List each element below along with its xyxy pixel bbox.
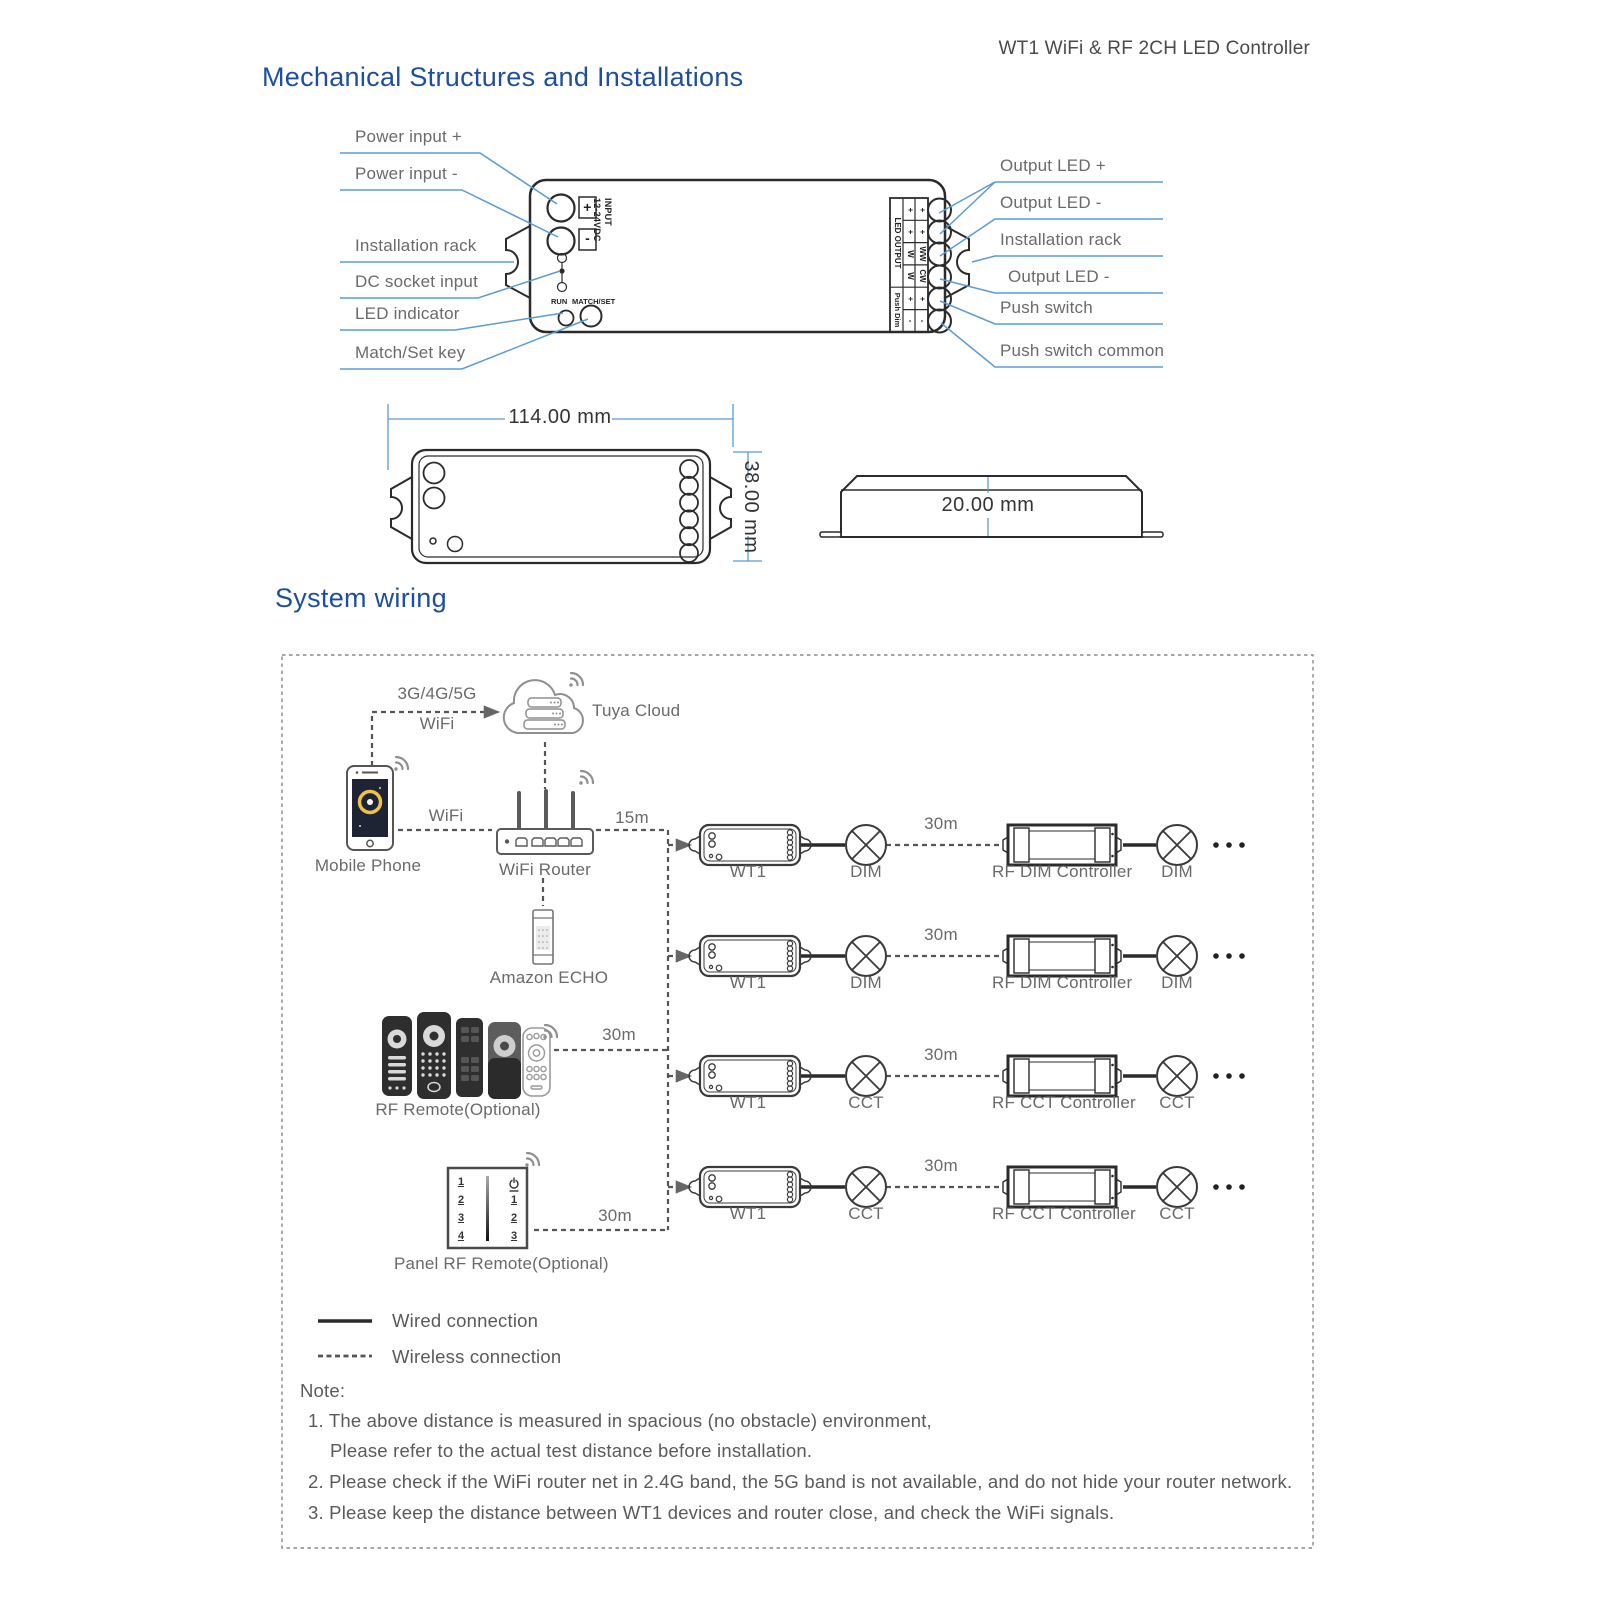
note-3: 3. Please keep the distance between WT1 devices and router close, and check the WiFi signals. (308, 1502, 1115, 1523)
ellipsis-dots (1213, 842, 1245, 1190)
wifi-icon (525, 1153, 539, 1167)
label-output-led-minus-2: Output LED - (1008, 267, 1110, 286)
note-1a: 1. The above distance is measured in spacious (no obstacle) environment, (308, 1410, 932, 1431)
mobile-phone-icon (347, 757, 408, 850)
rf-controller-icon (1003, 1167, 1121, 1207)
row-distance-label: 30m (924, 1156, 958, 1175)
wt1-module-icon (689, 825, 811, 865)
terminal-cell: + (918, 207, 927, 213)
wt1-module-icon (689, 1056, 811, 1096)
rf-controller-icon (1003, 825, 1121, 865)
wireless-links (372, 712, 1003, 1230)
row-controller-label: RF DIM Controller (992, 862, 1133, 881)
lamp-icon (846, 936, 886, 976)
terminal-cell: + (918, 296, 927, 302)
device-top-view-drawing (340, 153, 1163, 369)
row-lamp2-label: DIM (1161, 862, 1193, 881)
label-3g4g5g: 3G/4G/5G (397, 684, 477, 703)
label-tuya-cloud: Tuya Cloud (592, 701, 681, 720)
panel-key: 4 (457, 1230, 465, 1242)
lamp-icon (1157, 825, 1197, 865)
input-minus-mark: - (585, 230, 590, 246)
label-power-input-minus: Power input - (355, 164, 458, 183)
label-installation-rack-left: Installation rack (355, 236, 477, 255)
row-lamp1-label: DIM (850, 862, 882, 881)
label-30m-remote: 30m (602, 1025, 636, 1044)
terminal-cell: W (906, 272, 915, 280)
note-1b: Please refer to the actual test distance before installation. (330, 1440, 813, 1461)
input-terminal-label: INPUT (603, 198, 613, 226)
panel-slider (486, 1176, 489, 1241)
lamp-icon (846, 1056, 886, 1096)
wired-links (801, 845, 1156, 1187)
lamp-icon (1157, 1167, 1197, 1207)
label-panel-remote: Panel RF Remote(Optional) (394, 1254, 609, 1273)
dimension-depth: 20.00 mm (941, 494, 1035, 516)
wifi-router-icon (497, 771, 593, 854)
label-15m: 15m (615, 808, 649, 827)
note-2: 2. Please check if the WiFi router net in 2.4G band, the 5G band is not available, and do not hide your router network. (308, 1471, 1293, 1492)
row-lamp1-label: CCT (848, 1204, 884, 1223)
terminal-cell: W (906, 250, 915, 258)
terminal-cell: + (906, 296, 915, 302)
panel-key: 2 (510, 1212, 518, 1224)
panel-key: 2 (457, 1194, 465, 1206)
row-wt1-label: WT1 (729, 1093, 767, 1112)
wt1-module-icon (689, 936, 811, 976)
terminal-cell: - (906, 319, 915, 323)
row-lamp2-label: CCT (1159, 1204, 1195, 1223)
run-label: RUN (551, 297, 568, 306)
input-plus-mark: + (583, 199, 592, 215)
amazon-echo-icon (533, 910, 553, 964)
push-dim-label: Push Dim (893, 292, 902, 328)
lamp-icon (846, 1167, 886, 1207)
label-push-switch-common: Push switch common (1000, 341, 1165, 360)
label-wifi-cloud: WiFi (419, 714, 455, 733)
row-lamp1-label: DIM (850, 973, 882, 992)
terminal-cell: WW (918, 246, 927, 262)
lamp-icon (1157, 1056, 1197, 1096)
row-lamp2-label: DIM (1161, 973, 1193, 992)
row-distance-label: 30m (924, 925, 958, 944)
label-amazon-echo: Amazon ECHO (489, 968, 609, 987)
row-controller-label: RF CCT Controller (992, 1204, 1136, 1223)
label-30m-panel: 30m (598, 1206, 632, 1225)
row-wt1-label: WT1 (729, 862, 767, 881)
rf-controller-icon (1003, 936, 1121, 976)
label-dc-socket-input: DC socket input (355, 272, 478, 291)
input-voltage-label: 12-24VDC (592, 198, 602, 242)
label-output-led-minus-1: Output LED - (1000, 193, 1102, 212)
match-set-label: MATCH/SET (572, 297, 616, 306)
label-output-led-plus: Output LED + (1000, 156, 1106, 175)
wifi-icon (569, 673, 583, 687)
wt1-module-icon (689, 1167, 811, 1207)
wifi-icon (394, 757, 408, 771)
wifi-icon (579, 771, 593, 785)
row-controller-label: RF CCT Controller (992, 1093, 1136, 1112)
legend-wired-label: Wired connection (392, 1310, 539, 1331)
label-match-set-key: Match/Set key (355, 343, 466, 362)
section-title-wiring: System wiring (275, 583, 447, 613)
section-title-mechanical: Mechanical Structures and Installations (262, 62, 744, 92)
label-push-switch: Push switch (1000, 298, 1093, 317)
dimension-width: 114.00 mm (508, 406, 612, 428)
lamp-icon (846, 825, 886, 865)
tuya-cloud-icon (504, 673, 583, 733)
row-wt1-label: WT1 (729, 973, 767, 992)
label-rf-remote: RF Remote(Optional) (375, 1100, 541, 1119)
panel-key: 1 (457, 1176, 465, 1188)
panel-key: 1 (510, 1194, 518, 1206)
lamp-icon (1157, 936, 1197, 976)
row-distance-label: 30m (924, 814, 958, 833)
terminal-cell: CW (918, 269, 927, 283)
led-output-label: LED OUTPUT (893, 217, 902, 269)
label-installation-rack-right: Installation rack (1000, 230, 1122, 249)
panel-key: 3 (457, 1212, 465, 1224)
terminal-cell: + (906, 229, 915, 235)
row-icons (689, 825, 1245, 1207)
label-led-indicator: LED indicator (355, 304, 460, 323)
rf-controller-icon (1003, 1056, 1121, 1096)
page-header-title: WT1 WiFi & RF 2CH LED Controller (998, 38, 1310, 59)
terminal-cell: + (918, 229, 927, 235)
row-distance-label: 30m (924, 1045, 958, 1064)
label-wifi-router: WiFi Router (499, 860, 591, 879)
dimension-height: 38.00 mm (740, 460, 762, 554)
row-lamp2-label: CCT (1159, 1093, 1195, 1112)
rf-remote-icons (382, 1012, 557, 1099)
label-mobile-phone: Mobile Phone (314, 856, 422, 875)
terminal-cell: + (906, 207, 915, 213)
label-power-input-plus: Power input + (355, 127, 463, 146)
label-wifi-link: WiFi (428, 806, 464, 825)
panel-key: 3 (510, 1230, 518, 1242)
legend-wireless-label: Wireless connection (392, 1346, 562, 1367)
row-lamp1-label: CCT (848, 1093, 884, 1112)
terminal-cell: - (918, 319, 927, 323)
note-title: Note: (300, 1380, 346, 1401)
row-controller-label: RF DIM Controller (992, 973, 1133, 992)
row-wt1-label: WT1 (729, 1204, 767, 1223)
